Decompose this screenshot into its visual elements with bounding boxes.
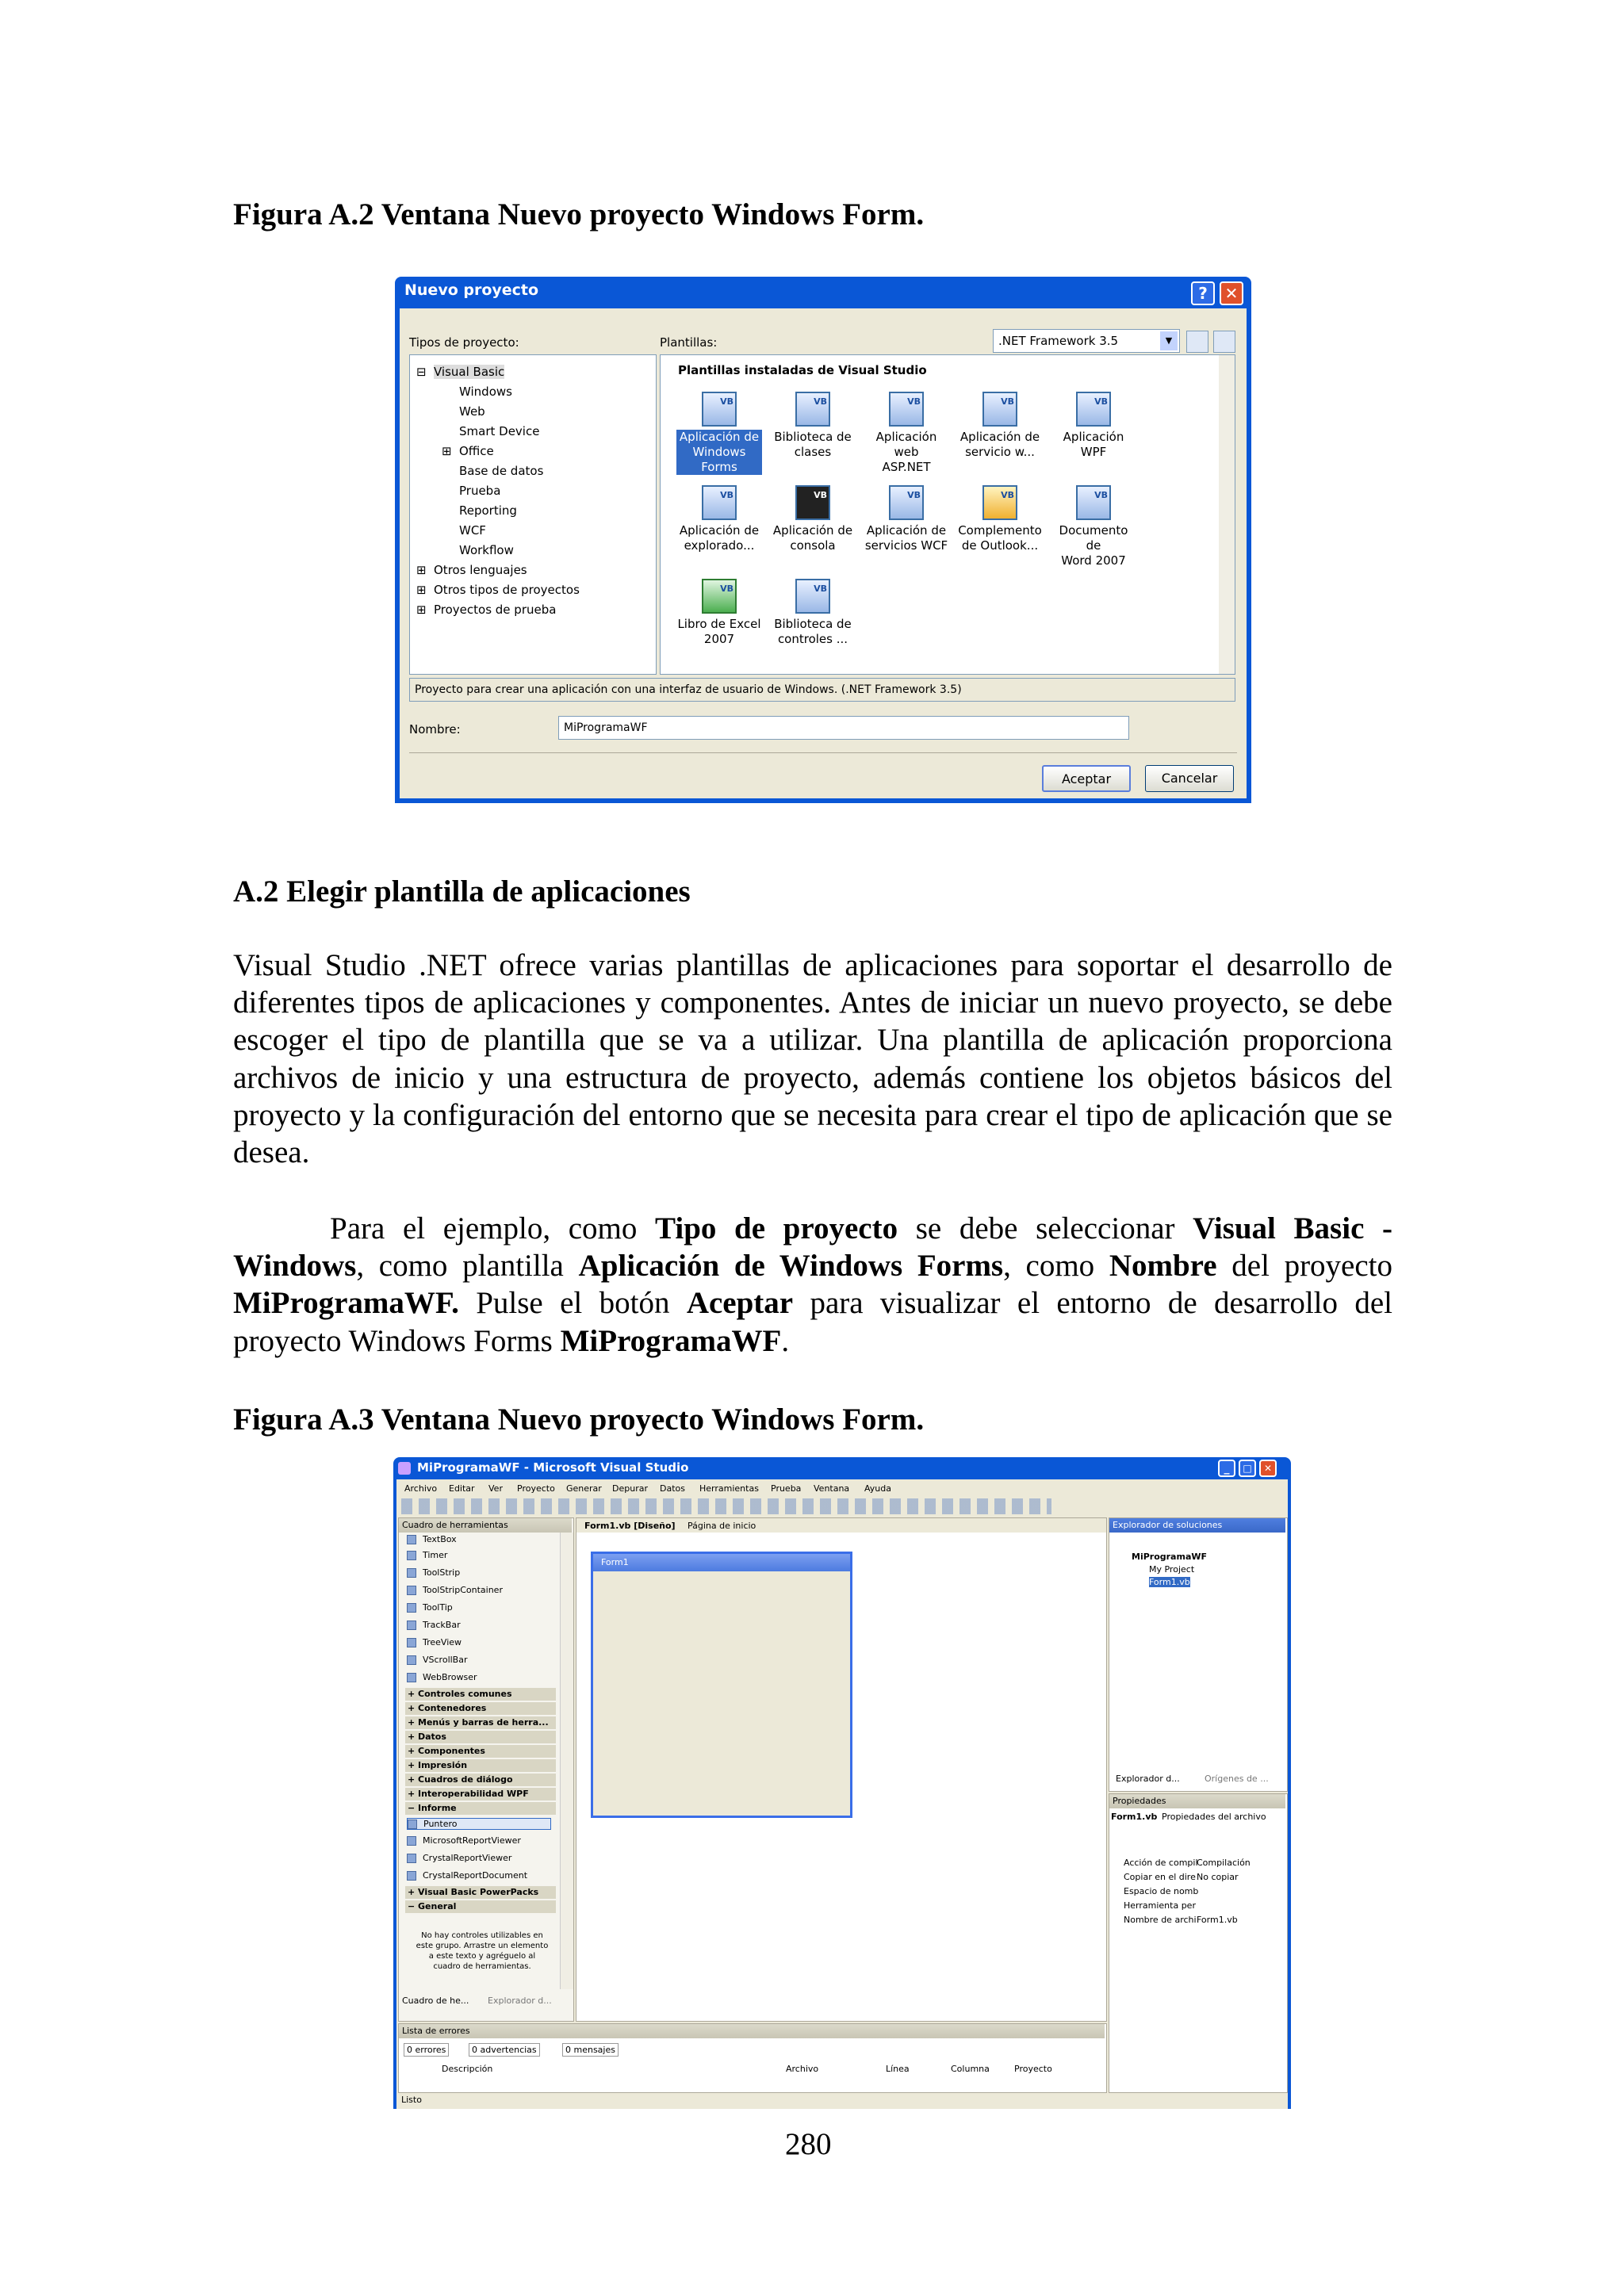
cancel-button[interactable]: Cancelar <box>1145 765 1234 792</box>
installed-templates-header: Plantillas instaladas de Visual Studio <box>678 363 927 377</box>
designer-area <box>576 1517 1107 2022</box>
template-aspnet-web[interactable]: VB Aplicación web ASP.NET <box>864 392 949 475</box>
expand-icon[interactable]: ⊞ <box>416 563 427 577</box>
toolbox-item: TextBox <box>407 1534 457 1544</box>
solution-item-project[interactable]: MiProgramaWF <box>1132 1552 1208 1562</box>
new-project-dialog <box>395 277 1251 803</box>
toolbox-section[interactable]: + Datos <box>405 1731 556 1743</box>
error-list <box>398 2023 1107 2093</box>
dialog-title: Nuevo proyecto <box>404 281 539 299</box>
accept-button[interactable]: Aceptar <box>1042 765 1131 792</box>
template-console[interactable]: VB Aplicación de consola <box>770 485 856 553</box>
status-bar-text: Listo <box>401 2095 422 2105</box>
properties-object[interactable]: Form1.vb <box>1111 1812 1158 1822</box>
prop-name: Herramienta per <box>1124 1900 1196 1911</box>
vs-window-title: MiProgramaWF - Microsoft Visual Studio <box>417 1460 689 1475</box>
menu-proyecto[interactable]: Proyecto <box>517 1483 555 1494</box>
excel-icon: VB <box>702 579 737 614</box>
template-icon: VB <box>702 485 737 520</box>
template-icon: VB <box>795 392 830 427</box>
globe-icon: VB <box>889 392 924 427</box>
toolbox-item[interactable]: VScrollBar <box>407 1655 468 1665</box>
toolbox-item[interactable]: ToolStrip <box>407 1567 460 1578</box>
toolbox-section[interactable]: + Controles comunes <box>405 1688 556 1701</box>
menu-bar <box>396 1479 1288 1497</box>
template-wcf-service[interactable]: VB Aplicación de servicios WCF <box>864 485 949 553</box>
solution-explorer <box>1109 1517 1288 1792</box>
template-windows-forms[interactable]: VB Aplicación de Windows Forms <box>676 392 762 475</box>
toolbox-item[interactable]: Timer <box>407 1550 447 1560</box>
section-heading: A.2 Elegir plantilla de aplicaciones <box>233 874 691 909</box>
tree-item-other-project-types[interactable]: Otros tipos de proyectos <box>434 583 580 597</box>
console-icon: VB <box>795 485 830 520</box>
template-icon: VB <box>1076 392 1111 427</box>
menu-depurar[interactable]: Depurar <box>612 1483 648 1494</box>
tree-item-office[interactable]: Office <box>459 444 494 458</box>
large-icons-view-icon[interactable] <box>1186 331 1208 353</box>
tree-item-visual-basic[interactable]: Visual Basic <box>434 365 505 379</box>
template-icon: VB <box>889 485 924 520</box>
menu-prueba[interactable]: Prueba <box>771 1483 802 1494</box>
prop-name: Copiar en el dire <box>1124 1872 1196 1882</box>
toolbox-item-pointer[interactable]: Puntero <box>407 1818 551 1830</box>
paragraph-2 <box>233 1210 1392 1360</box>
tree-item-smart-device[interactable]: Smart Device <box>459 424 540 438</box>
vs-app-icon <box>398 1462 411 1475</box>
tree-item-reporting[interactable]: Reporting <box>459 503 517 518</box>
toolbox-item[interactable]: TrackBar <box>407 1620 461 1630</box>
name-label: Nombre: <box>409 722 461 737</box>
tree-item-database[interactable]: Base de datos <box>459 464 544 478</box>
warnings-filter-button[interactable]: 0 advertencias <box>469 2043 540 2057</box>
template-wpf[interactable]: VB Aplicación WPF <box>1051 392 1136 460</box>
form1-titlebar <box>593 1554 850 1571</box>
toolbox-item[interactable]: CrystalReportDocument <box>407 1870 527 1881</box>
template-browser-app[interactable]: VB Aplicación de explorado... <box>676 485 762 553</box>
solution-explorer-tab[interactable]: Explorador d... <box>1116 1774 1180 1784</box>
close-button[interactable]: ✕ <box>1220 281 1243 305</box>
prop-value[interactable]: No copiar <box>1197 1872 1239 1882</box>
col-description[interactable]: Descripción <box>442 2064 493 2074</box>
toolbox-section[interactable]: − Informe <box>405 1802 556 1815</box>
maximize-icon[interactable]: □ <box>1239 1460 1256 1477</box>
paragraph-1-text: Visual Studio .NET ofrece varias plantillas de aplicaciones para soportar el desarrollo de diferentes tipos de aplicaciones y componentes. Antes de iniciar un nuevo proyecto, se debe escoger el tipo de plantilla que se va a utilizar. Una plantilla de aplicación proporciona archivos de inicio y una estructura de proyecto, además contiene los objetos básicos del proyecto y la configuración del entorno que se necesita para crear el tipo de aplicación que se desea. <box>233 948 1392 1170</box>
properties-object-desc: Propiedades del archivo <box>1162 1812 1266 1822</box>
form1-title: Form1 <box>601 1557 629 1567</box>
errors-filter-button[interactable]: 0 errores <box>404 2043 449 2057</box>
template-description: Proyecto para crear una aplicación con una interfaz de usuario de Windows. (.NET Framework 3.5) <box>409 678 1235 702</box>
toolbox-item[interactable]: CrystalReportViewer <box>407 1853 511 1863</box>
tree-item-web[interactable]: Web <box>459 404 485 419</box>
solution-explorer-title: Explorador de soluciones <box>1109 1518 1285 1533</box>
document-tabs <box>576 1518 1106 1533</box>
template-outlook-addin[interactable]: VB Complemento de Outlook... <box>957 485 1043 553</box>
menu-generar[interactable]: Generar <box>566 1483 602 1494</box>
toolbox-item[interactable]: ToolTip <box>407 1602 453 1613</box>
tab-start-page[interactable]: Página de inicio <box>688 1521 756 1531</box>
templates-panel <box>660 354 1235 675</box>
tree-item-other-languages[interactable]: Otros lenguajes <box>434 563 527 577</box>
tree-item-windows[interactable]: Windows <box>459 385 512 399</box>
toolbox-tab[interactable]: Cuadro de he... <box>402 1996 469 2006</box>
expand-icon[interactable]: ⊞ <box>442 444 452 458</box>
framework-value: .NET Framework 3.5 <box>998 334 1119 348</box>
toolbox-item[interactable]: MicrosoftReportViewer <box>407 1835 521 1846</box>
visual-studio-window <box>393 1457 1291 2109</box>
toolbox-scrollbar[interactable] <box>560 1533 573 1989</box>
collapse-icon[interactable]: ⊟ <box>416 365 427 379</box>
project-types-tree <box>409 354 657 675</box>
col-file[interactable]: Archivo <box>786 2064 819 2074</box>
project-name-input[interactable]: MiProgramaWF <box>558 716 1129 740</box>
toolbar-icons[interactable] <box>401 1498 1051 1514</box>
list-view-icon[interactable] <box>1213 331 1235 353</box>
template-control-library[interactable]: VB Biblioteca de controles ... <box>770 579 856 647</box>
server-explorer-tab[interactable]: Explorador d... <box>488 1996 552 2006</box>
tree-item-workflow[interactable]: Workflow <box>459 543 514 557</box>
globe-icon: VB <box>982 392 1017 427</box>
menu-ver[interactable]: Ver <box>488 1483 503 1494</box>
toolbox-item[interactable]: ToolStripContainer <box>407 1585 503 1595</box>
menu-archivo[interactable]: Archivo <box>404 1483 438 1494</box>
col-column[interactable]: Columna <box>951 2064 990 2074</box>
template-icon: VB <box>795 579 830 614</box>
messages-filter-button[interactable]: 0 mensajes <box>562 2043 619 2057</box>
tree-item-wcf[interactable]: WCF <box>459 523 486 538</box>
tree-item-test-projects[interactable]: Proyectos de prueba <box>434 603 557 617</box>
col-line[interactable]: Línea <box>886 2064 910 2074</box>
prop-name: Nombre de archi <box>1124 1915 1197 1925</box>
toolbox-section[interactable]: − General <box>405 1900 556 1913</box>
toolbox-section[interactable]: + Cuadros de diálogo <box>405 1774 556 1786</box>
prop-name: Espacio de nomb <box>1124 1886 1199 1896</box>
expand-icon[interactable]: ⊞ <box>416 603 427 617</box>
template-word-document[interactable]: VB Documento de Word 2007 <box>1051 485 1136 568</box>
tree-item-test[interactable]: Prueba <box>459 484 501 498</box>
prop-value[interactable]: Compilación <box>1197 1858 1251 1868</box>
templates-scrollbar[interactable] <box>1219 355 1235 674</box>
figure-caption-a3: Figura A.3 Ventana Nuevo proyecto Windows Form. <box>233 1402 925 1437</box>
solution-item-form1[interactable]: Form1.vb <box>1149 1577 1190 1587</box>
framework-select[interactable] <box>993 329 1180 353</box>
template-web-service[interactable]: VB Aplicación de servicio w... <box>957 392 1043 460</box>
help-button[interactable]: ? <box>1191 281 1215 305</box>
error-list-title: Lista de errores <box>399 2024 1105 2038</box>
form1-designer[interactable] <box>591 1552 852 1818</box>
menu-ventana[interactable]: Ventana <box>814 1483 850 1494</box>
data-sources-tab[interactable]: Orígenes de ... <box>1205 1774 1269 1784</box>
toolbox-section[interactable]: + Interoperabilidad WPF <box>405 1788 556 1800</box>
toolbox-item[interactable]: TreeView <box>407 1637 462 1647</box>
toolbox-section[interactable]: + Componentes <box>405 1745 556 1758</box>
solution-item-my-project[interactable]: My Project <box>1149 1564 1195 1575</box>
paragraph-1 <box>233 947 1392 1171</box>
toolbox-item[interactable]: WebBrowser <box>407 1672 477 1682</box>
close-icon[interactable]: ✕ <box>1259 1460 1277 1477</box>
prop-name: Acción de compil <box>1124 1858 1198 1868</box>
toolbox-title: Cuadro de herramientas <box>399 1518 572 1533</box>
chevron-down-icon: ▼ <box>1160 331 1178 350</box>
word-icon: VB <box>1076 485 1111 520</box>
project-types-label: Tipos de proyecto: <box>409 335 519 350</box>
templates-label: Plantillas: <box>660 335 718 350</box>
menu-herramientas[interactable]: Herramientas <box>699 1483 759 1494</box>
outlook-icon: VB <box>982 485 1017 520</box>
prop-value[interactable]: Form1.vb <box>1197 1915 1238 1925</box>
properties-title: Propiedades <box>1109 1794 1285 1808</box>
toolbox-section[interactable]: + Menús y barras de herra... <box>405 1716 556 1729</box>
tab-form1-design[interactable]: Form1.vb [Diseño] <box>584 1521 676 1531</box>
col-project[interactable]: Proyecto <box>1014 2064 1052 2074</box>
template-class-library[interactable]: VB Biblioteca de clases <box>770 392 856 460</box>
template-icon: VB <box>702 392 737 427</box>
divider <box>409 752 1237 753</box>
expand-icon[interactable]: ⊞ <box>416 583 427 597</box>
paragraph-2-text: Para el ejemplo, como Tipo de proyecto se debe seleccionar Visual Basic - Windows, como plantilla Aplicación de Windows Forms, como Nombre del proyecto MiProgramaWF. Pulse el botón Aceptar para visualizar el entorno de desarrollo del proyecto Windows Forms MiProgramaWF. <box>233 1211 1393 1358</box>
toolbox-section[interactable]: + Visual Basic PowerPacks <box>405 1886 556 1899</box>
template-excel-workbook[interactable]: VB Libro de Excel 2007 <box>676 579 762 647</box>
properties-panel <box>1109 1793 1288 2093</box>
menu-datos[interactable]: Datos <box>660 1483 685 1494</box>
toolbox-section[interactable]: + Impresión <box>405 1759 556 1772</box>
toolbox-general-message: No hay controles utilizables en este grupo. Arrastre un elemento a este texto y agréguelo al cuadro de herramientas. <box>416 1931 549 1971</box>
menu-ayuda[interactable]: Ayuda <box>864 1483 891 1494</box>
toolbox-section[interactable]: + Contenedores <box>405 1702 556 1715</box>
menu-editar[interactable]: Editar <box>449 1483 475 1494</box>
page-number: 280 <box>785 2127 832 2161</box>
figure-caption-a2: Figura A.2 Ventana Nuevo proyecto Windows Form. <box>233 197 925 232</box>
toolbox-panel <box>398 1517 574 2022</box>
minimize-icon[interactable]: _ <box>1218 1460 1235 1477</box>
